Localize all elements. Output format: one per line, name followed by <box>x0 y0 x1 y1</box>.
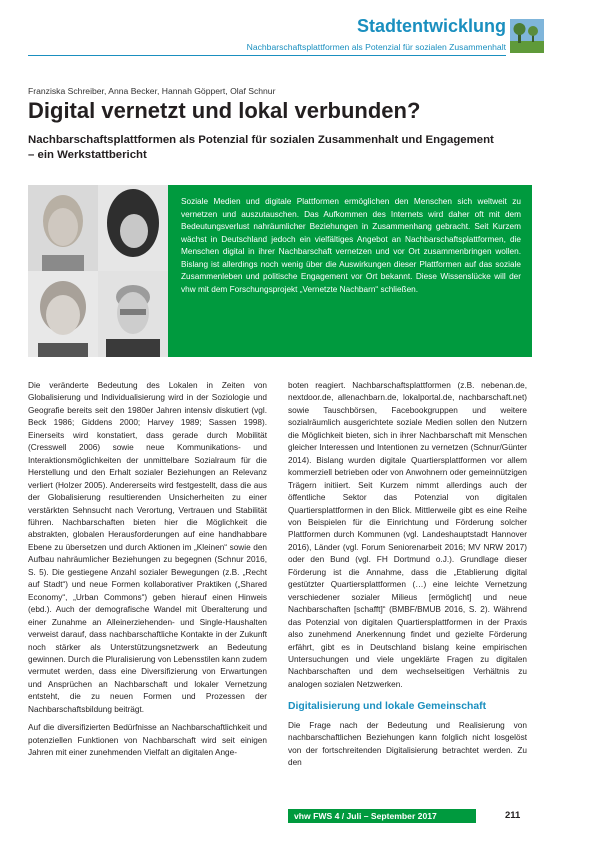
article-authors: Franziska Schreiber, Anna Becker, Hannah Göppert, Olaf Schnur <box>28 86 276 96</box>
section-title: Stadtentwicklung <box>356 16 506 36</box>
author-photo-2 <box>98 185 168 271</box>
article-subtitle: Nachbarschaftsplattformen als Potenzial für sozialen Zusammenhalt und Engagement – ein Werkstattbericht <box>28 134 494 161</box>
page-number: 211 <box>505 810 521 821</box>
section-subtitle: Nachbarschaftsplattformen als Potenzial für sozialen Zusammenhalt <box>246 42 506 52</box>
section-logo-image <box>510 19 544 53</box>
intro-text: Soziale Medien und digitale Plattformen ermöglichen den Menschen sich weltweit zu vernetzen und auszutauschen. Das Aufkommen des Internets wird daher oft mit dem Bedeutungsverlust nahräumlicher Beziehungen in Zusammenhang gebracht. Seit Kurzem wächst in Deutschland jedoch ein vielfältiges Angebot an Nachbarschaftsplattformen, die Menschen digital in ihrer Nachbarschaft vernetzen und vor Ort zusammenbringen wollen. Bislang ist allerdings noch wenig über die Auswirkungen dieser Plattformen auf das soziale Zusammenleben und politische Engagement vor Ort bekannt. Diese Wissenslücke will der vhw mit dem Forschungsprojekt „Vernetzte Nachbarn“ schließen. <box>181 197 521 294</box>
body-paragraph: Die Frage nach der Bedeutung und Realisierung von nachbarschaftlichen Beziehungen kann folglich nicht losgelöst von der fortschreitenden Digitalisierung betrachtet werden. Zu den <box>288 720 527 768</box>
author-photo-4 <box>98 271 168 357</box>
body-paragraph: Die veränderte Bedeutung des Lokalen in Zeiten von Globalisierung und Individualisierung wird in der Soziologie und Geografie bereits seit den 1980er Jahren intensiv diskutiert (vgl. Beck 1986; Giddens 2000; Harvey 1989; Sassen 1998). Einerseits wird konstatiert, dass gerade durch Mobilität (Cresswell 2006) sowie neue Kommunikations- und Interaktionsmöglichkeiten der unmittelbare Sozialraum für die Herstellung und den Erhalt sozialer Beziehungen an Relevanz verliert (Holzer 2005). Andererseits wird festgestellt, dass die aus der Globalisierung resultierenden Unsicherheiten zu einer verstärkten Sehnsucht nach Verortung, Vertrauen und Stabilität führen. Nachbarschaften bieten hier die Möglichkeit die abstrakten, globalen Herausforderungen auf eine handhabbare Ebene zu übersetzen und durch Aktionen im „Kleinen“ sowie den Aufbau nahräumlicher Beziehungen zu begegnen (Schnur 2016, S. 5). Die gestiegene Anzahl sozialer Bewegungen (z.B. „Recht auf Stadt“) und neue Formen kollaborativer Praktiken („Shared Economy“, „Urban Commons“) geben hierauf einen Hinweis (ebd.). Auch der demografische Wandel mit Überalterung und einer Zunahme an Alleinerziehenden- und Single-Haushalten verweist darauf, dass nachbarschaftliche Kontakte in der Zukunft noch stärker als Unterstützungsnetzwerk an Bedeutung gewinnen. Durch die Pluralisierung von Lebensstilen kann zudem vermutet werden, dass eine Diversifizierung von Erwartungen und Ansprüchen an Nachbarschaft und lokaler Vernetzung entsteht, die zu neuen Formen und Prozessen der Nachbarschaftsbildung beiträgt. <box>28 381 267 714</box>
body-paragraph: boten reagiert. Nachbarschaftsplattformen (z.B. nebenan.de, nextdoor.de, allenachbarn.de, lokalportal.de, nachbarschaft.net) sowie Tauschbörsen, Facebookgruppen und weitere sozialräumlich ausgerichtete soziale Medien sollen den Nutzern die Möglichkeit bieten, sich in ihrer Nachbarschaft mit Menschen gleicher Interessen und Intentionen zu vernetzen (Schnur/Günter 2014). Bislang wurden digitale Quartiersplattformen vor allem kommerziell betrieben oder von Anwohnern oder gemeinnützigen Trägern initiiert. Seit Kurzem nimmt allerdings auch der öffentliche Sektor das Potenzial von digitalen Quartiersplattformen in den Blick. Mittlerweile gibt es eine Reihe von Beispielen für die Einrichtung und Förderung solcher Plattformen durch Kommunen (vgl. Landeshauptstadt Hannover 2016), Länder (vgl. Forum Seniorenarbeit 2016; MV NRW 2017) oder den Bund (vgl. FH Dortmund o.J.). Grundlage dieser Förderung ist die Annahme, dass die „Etablierung digital gestützter Quartiersplattformen (…) eine leichte Vernetzung verschiedener sozialer Milieus [ermöglicht] und neue Nachbarschaften [schafft]“ (BMBF/BMUB 2016, S. 2). Während das Potenzial von digitalen Quartiersplattformen in der Praxis also zunehmend Anerkennung findet und gezielte Förderung erfährt, gibt es in Deutschland bislang keine empirischen Untersuchungen und viele ungeklärte Fragen zu digitalen Nachbarschaften und dem wechselseitigen Verhältnis zu analogen sozialen Netzwerken. <box>288 381 527 689</box>
body-column-left <box>28 380 267 766</box>
author-photo-3 <box>28 271 98 357</box>
journal-footer: vhw FWS 4 / Juli – September 2017 <box>288 809 476 823</box>
header-rule <box>28 55 506 56</box>
section-heading: Digitalisierung und lokale Gemeinschaft <box>288 701 487 713</box>
article-title: Digital vernetzt und lokal verbunden? <box>28 98 421 123</box>
body-paragraph: Auf die diversifizierten Bedürfnisse an Nachbarschaftlichkeit und potenziellen Funktionen von Nachbarschaft wird seit einigen Jahren mit einer zunehmenden Vielfalt an digitalen Ange- <box>28 723 267 758</box>
intro-box <box>168 185 532 357</box>
author-photo-1 <box>28 185 98 271</box>
body-column-right <box>288 380 527 776</box>
